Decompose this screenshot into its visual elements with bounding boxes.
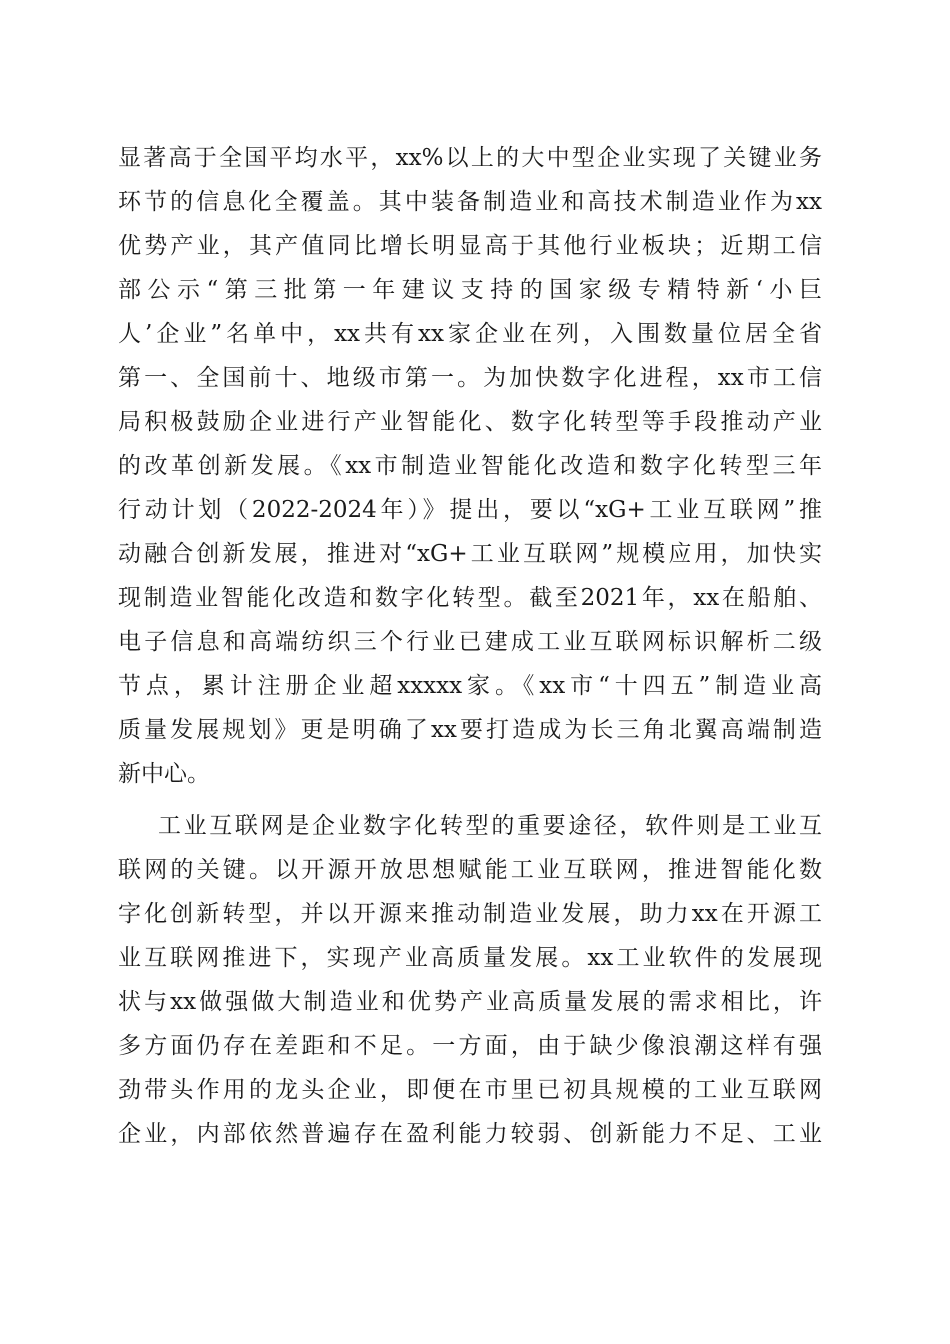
paragraph-1-line-3: 优势产业，其产值同比增长明显高于其他行业板块；近期工信	[118, 233, 822, 259]
paragraph-1-line-9: 行动计划（2022-2024年）》提出，要以“xG+工业互联网”推	[118, 497, 822, 523]
paragraph-1-line-11: 现制造业智能化改造和数字化转型。截至2021年，xx在船舶、	[118, 585, 822, 611]
paragraph-1-line-12: 电子信息和高端纺织三个行业已建成工业互联网标识解析二级	[118, 629, 822, 655]
paragraph-1-line-8: 的改革创新发展。《xx市制造业智能化改造和数字化转型三年	[118, 453, 822, 479]
paragraph-2-line-1: 工业互联网是企业数字化转型的重要途径，软件则是工业互	[158, 813, 822, 839]
paragraph-1-line-10: 动融合创新发展，推进对“xG+工业互联网”规模应用，加快实	[118, 541, 822, 567]
paragraph-1-line-2: 环节的信息化全覆盖。其中装备制造业和高技术制造业作为xx	[118, 189, 822, 215]
paragraph-1-line-15: 新中心。	[118, 761, 210, 787]
paragraph-1-line-7: 局积极鼓励企业进行产业智能化、数字化转型等手段推动产业	[118, 409, 822, 435]
paragraph-1-line-1: 显著高于全国平均水平，xx%以上的大中型企业实现了关键业务	[118, 145, 822, 171]
paragraph-1-line-13: 节点，累计注册企业超xxxxx家。《xx市“十四五”制造业高	[118, 673, 822, 699]
paragraph-2-line-7: 劲带头作用的龙头企业，即便在市里已初具规模的工业互联网	[118, 1077, 822, 1103]
paragraph-2-line-3: 字化创新转型，并以开源来推动制造业发展，助力xx在开源工	[118, 901, 822, 927]
paragraph-2-line-5: 状与xx做强做大制造业和优势产业高质量发展的需求相比，许	[118, 989, 822, 1015]
paragraph-1-line-14: 质量发展规划》更是明确了xx要打造成为长三角北翼高端制造	[118, 717, 822, 743]
paragraph-2-line-6: 多方面仍存在差距和不足。一方面，由于缺少像浪潮这样有强	[118, 1033, 822, 1059]
paragraph-2-line-4: 业互联网推进下，实现产业高质量发展。xx工业软件的发展现	[118, 945, 822, 971]
paragraph-1-line-5: 人’企业”名单中，xx共有xx家企业在列，入围数量位居全省	[118, 321, 822, 347]
paragraph-1-line-6: 第一、全国前十、地级市第一。为加快数字化进程，xx市工信	[118, 365, 822, 391]
paragraph-2-line-2: 联网的关键。以开源开放思想赋能工业互联网，推进智能化数	[118, 857, 822, 883]
paragraph-1-line-4: 部公示“第三批第一年建议支持的国家级专精特新‘小巨	[118, 277, 822, 303]
paragraph-2-line-8: 企业，内部依然普遍存在盈利能力较弱、创新能力不足、工业	[118, 1121, 822, 1147]
